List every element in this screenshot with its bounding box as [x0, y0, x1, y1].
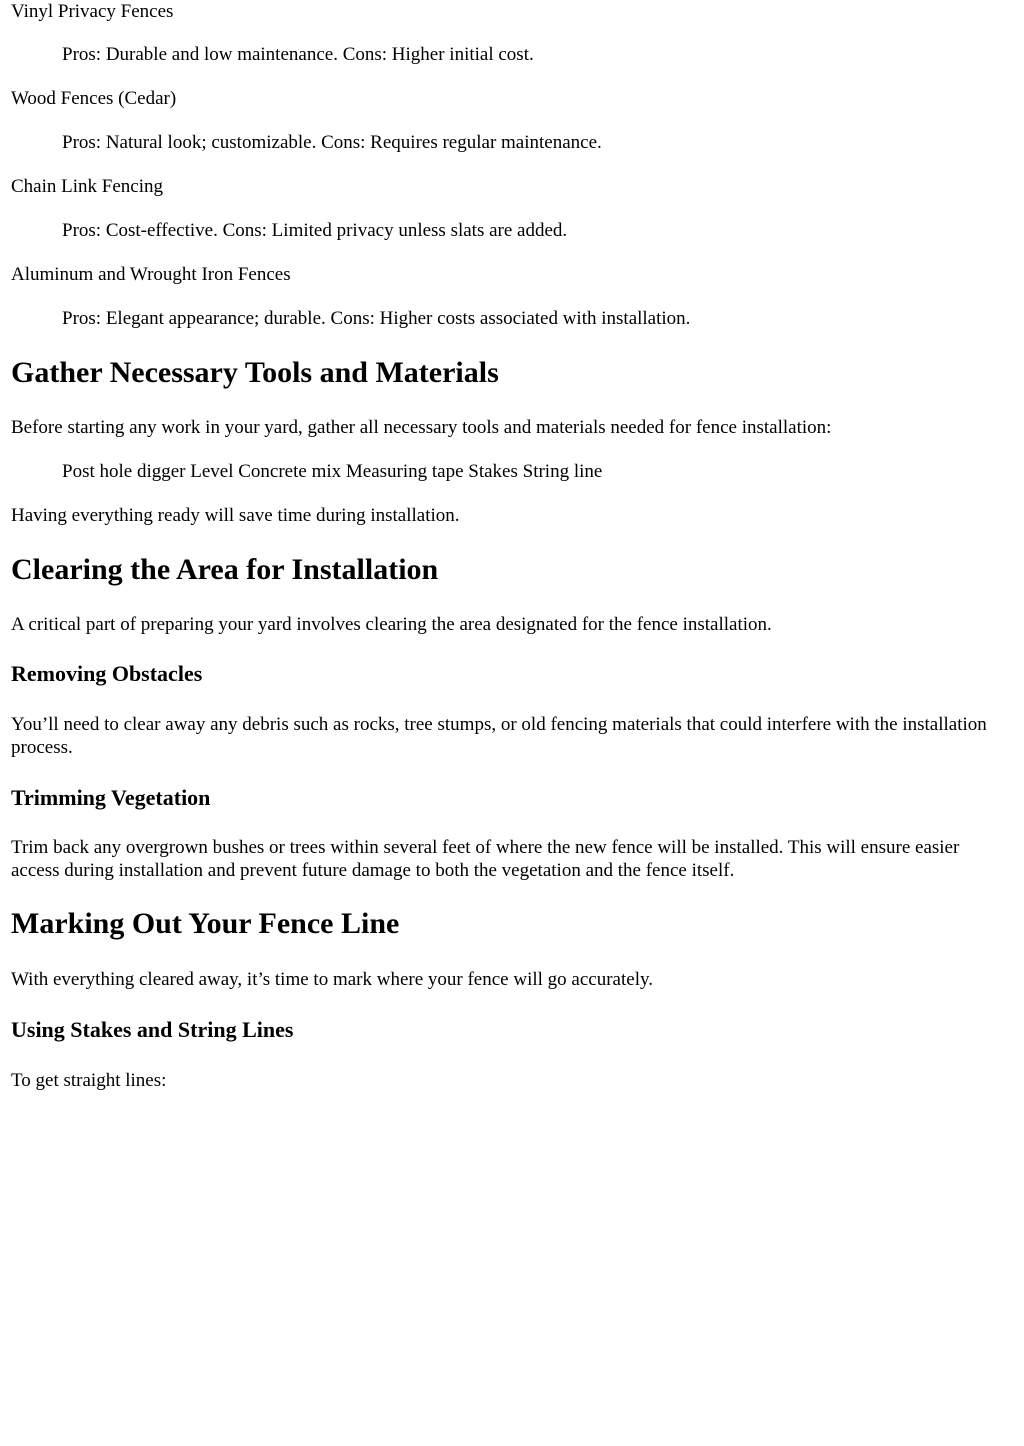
- tools-list: Post hole digger Level Concrete mix Measuring tape Stakes String line: [62, 461, 603, 482]
- marking-intro: With everything cleared away, it’s time to mark where your fence will go accurately.: [11, 969, 653, 990]
- fence-type-aluminum-detail: Pros: Elegant appearance; durable. Cons: Higher costs associated with installation.: [62, 308, 691, 329]
- clearing-intro: A critical part of preparing your yard involves clearing the area designated for the fence installation.: [11, 614, 772, 635]
- stakes-text: To get straight lines:: [11, 1070, 167, 1091]
- obstacles-heading: Removing Obstacles: [11, 661, 203, 686]
- obstacles-text: You’ll need to clear away any debris such as rocks, tree stumps, or old fencing materials that could interfere with the installation process.: [11, 714, 987, 758]
- fence-type-chain-link: Chain Link Fencing: [11, 176, 163, 197]
- marking-heading: Marking Out Your Fence Line: [11, 907, 400, 940]
- tools-closing: Having everything ready will save time during installation.: [11, 505, 460, 526]
- fence-type-vinyl-detail: Pros: Durable and low maintenance. Cons: Higher initial cost.: [62, 44, 534, 65]
- fence-type-vinyl: Vinyl Privacy Fences: [11, 1, 174, 22]
- vegetation-heading: Trimming Vegetation: [11, 785, 211, 810]
- fence-type-wood-detail: Pros: Natural look; customizable. Cons: Requires regular maintenance.: [62, 132, 602, 153]
- fence-type-wood: Wood Fences (Cedar): [11, 88, 177, 109]
- tools-intro: Before starting any work in your yard, gather all necessary tools and materials needed for fence installation:: [11, 417, 832, 438]
- vegetation-text: Trim back any overgrown bushes or trees within several feet of where the new fence will be installed. This will ensure easier access during installation and prevent future damage to both the vegetation and the fence itself.: [11, 837, 960, 881]
- fence-type-aluminum: Aluminum and Wrought Iron Fences: [11, 264, 291, 285]
- clearing-heading: Clearing the Area for Installation: [11, 553, 439, 586]
- tools-heading: Gather Necessary Tools and Materials: [11, 356, 499, 389]
- fence-type-chain-link-detail: Pros: Cost-effective. Cons: Limited privacy unless slats are added.: [62, 220, 568, 241]
- stakes-heading: Using Stakes and String Lines: [11, 1017, 294, 1042]
